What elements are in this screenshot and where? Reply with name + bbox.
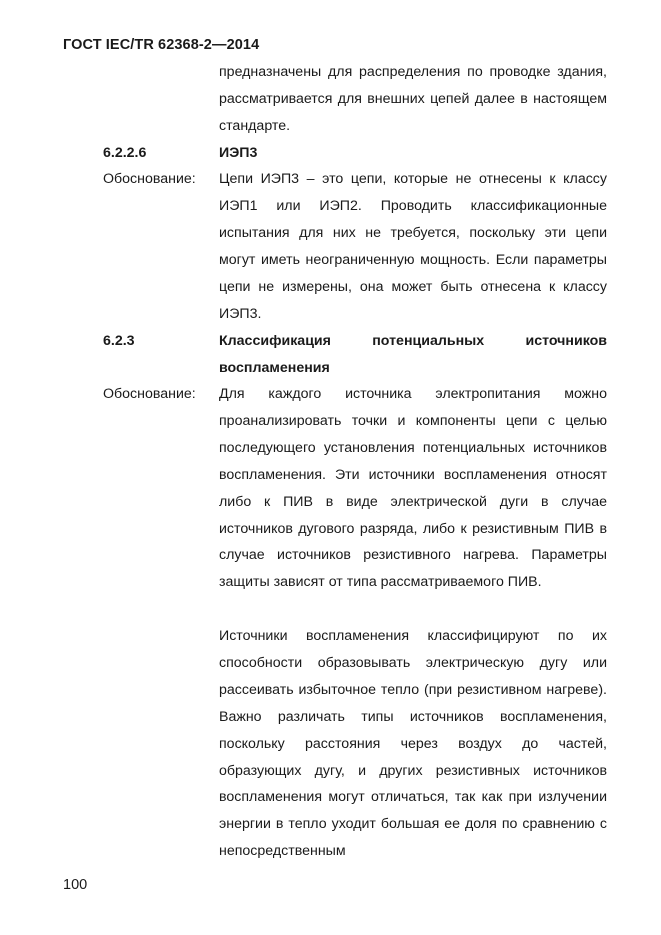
section-title-ignition-sources: Классификация потенциальных источников воспламенения (219, 333, 607, 376)
rationale-label-iep3: Обоснование: (103, 171, 196, 187)
section-number-6-2-3: 6.2.3 (103, 333, 135, 349)
page-number: 100 (63, 877, 88, 893)
rationale-text-ignition: Для каждого источника электропитания можно проанализировать точки и компоненты цепи с целью последующего установления потенциальных источников воспламенения. Эти источники воспламенения относят либо к ПИВ в виде электрической дуги в случае источников дугового разряда, либо к резистивным ПИВ в случае источников резистивного нагрева. Параметры защиты зависят от типа рассматриваемого ПИВ. (219, 386, 607, 591)
section-title-iep3: ИЭП3 (219, 145, 258, 161)
rationale-text-iep3: Цепи ИЭП3 – это цепи, которые не отнесены к классу ИЭП1 или ИЭП2. Проводить классификационные испытания для них не требуется, поскольку эти цепи могут иметь неограниченную мощность. Если параметры цепи не измерены, она может быть отнесена к классу ИЭП3. (219, 171, 607, 322)
document-header: ГОСТ IEC/TR 62368-2—2014 (63, 37, 260, 53)
rationale-label-ignition: Обоснование: (103, 386, 196, 402)
continuation-paragraph: предназначены для распределения по проводке здания, рассматривается для внешних цепей далее в настоящем стандарте. (219, 64, 607, 134)
section-number-6-2-2-6: 6.2.2.6 (103, 145, 147, 161)
classification-paragraph: Источники воспламенения классифицируют по их способности образовывать электрическую дугу или рассеивать избыточное тепло (при резистивном нагреве). Важно различать типы источников воспламенения, поскольку расстояния через воздух до частей, образующих дугу, и других резистивных источников воспламенения могут отличаться, так как при излучении энергии в тепло уходит большая ее доля по сравнению с непосредственным (219, 628, 607, 860)
